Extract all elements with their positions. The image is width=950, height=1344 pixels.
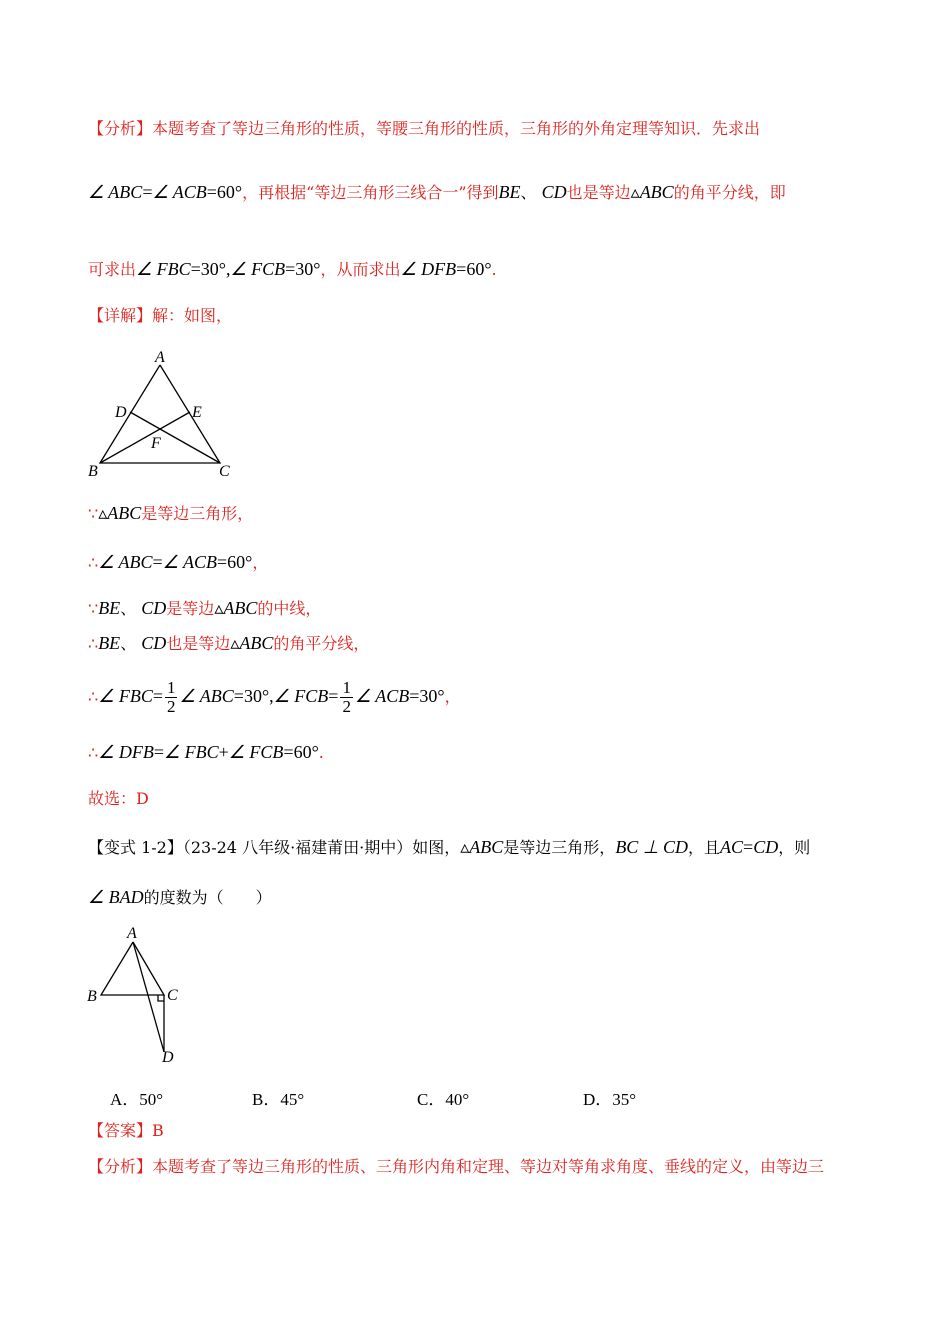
text-segment: 故选：D: [88, 789, 149, 808]
text-segment: 的度数为（ ）: [143, 888, 272, 907]
math-expression: ABC: [223, 598, 258, 618]
option-value: 50°: [139, 1090, 164, 1109]
option-value: 35°: [612, 1090, 637, 1109]
fraction: [165, 679, 178, 716]
text-segment: ，从而求出: [320, 260, 401, 279]
text-line: [88, 679, 461, 716]
text-segment: 、: [520, 183, 542, 202]
math-expression: ∠ FCB: [230, 259, 286, 279]
text-line: [88, 259, 497, 280]
math-expression: AC: [720, 837, 744, 857]
text-segment: .: [491, 260, 497, 279]
text-segment: 是等边三角形，: [503, 838, 616, 857]
text-segment: 【分析】本题考查了等边三角形的性质、三角形内角和定理、等边对等角求角度、垂线的定义，由等边三: [88, 1157, 825, 1176]
option-letter: C．: [417, 1090, 446, 1109]
math-expression: ∠ ACB: [354, 686, 410, 706]
text-segment: =60°: [206, 182, 243, 202]
math-expression: CD: [141, 633, 167, 653]
text-line: [88, 503, 253, 524]
option-c[interactable]: [417, 1085, 469, 1110]
text-segment: 【分析】本题考查了等边三角形的性质，等腰三角形的性质，三角形的外角定理等知识．先求出: [88, 119, 761, 138]
math-expression: ∠ ABC: [88, 182, 143, 202]
math-expression: BC ⊥ CD: [615, 837, 688, 857]
math-expression: ∠ ABC: [179, 686, 234, 706]
text-segment: ，再根据“等边三角形三线合一”得到: [242, 183, 499, 202]
math-expression: ∠ FBC: [136, 259, 191, 279]
math-expression: CD: [753, 837, 779, 857]
text-segment: ▵: [230, 633, 240, 653]
text-segment: 【变式 1-2】（23-24 八年级·福建莆田·期中）如图，: [88, 838, 461, 857]
text-line: [88, 1157, 824, 1177]
text-segment: 是等边三角形，: [141, 504, 254, 523]
option-value: 40°: [445, 1090, 470, 1109]
text-segment: ，: [444, 687, 461, 706]
option-letter: A．: [110, 1090, 140, 1109]
math-expression: BE: [498, 182, 521, 202]
option-letter: D．: [583, 1090, 613, 1109]
option-a[interactable]: [110, 1085, 163, 1110]
text-segment: ，则: [778, 838, 811, 857]
math-expression: BE: [98, 633, 121, 653]
text-segment: 的角平分线，即: [673, 183, 786, 202]
figure-equilateral-triangle: [85, 345, 245, 485]
label-B: B: [87, 988, 97, 1005]
math-expression: ∠ FBC: [98, 686, 153, 706]
text-segment: ，: [252, 553, 269, 572]
text-segment: ▵: [460, 837, 470, 857]
label-C: C: [167, 987, 178, 1004]
math-expression: ABC: [639, 182, 674, 202]
label-F: F: [151, 435, 161, 452]
text-line: [88, 119, 760, 139]
text-segment: 的角平分线，: [273, 634, 370, 653]
text-segment: =60°: [216, 552, 253, 572]
text-segment: 可求出: [88, 260, 137, 279]
text-line: [88, 789, 149, 809]
math-expression: BE: [98, 598, 121, 618]
text-segment: =30°: [285, 259, 321, 279]
text-segment: ∴: [88, 634, 99, 653]
label-D: D: [115, 404, 127, 421]
label-B: B: [88, 463, 98, 480]
math-expression: ∠ FCB: [273, 686, 329, 706]
numerator: 1: [342, 678, 351, 697]
text-segment: =60°: [283, 742, 319, 762]
math-expression: ABC: [107, 503, 142, 523]
text-line: [88, 633, 369, 654]
text-segment: ▵: [630, 182, 640, 202]
text-segment: 是等边: [166, 599, 215, 618]
text-segment: ，且: [688, 838, 721, 857]
text-segment: ∴: [88, 553, 99, 572]
text-line: [88, 598, 321, 619]
text-segment: =: [743, 837, 754, 857]
text-segment: =30°,: [233, 686, 274, 706]
text-line: [88, 306, 232, 326]
text-line: [88, 887, 272, 908]
denominator: 2: [342, 697, 351, 716]
math-expression: ∠ DFB: [98, 742, 154, 762]
text-segment: 也是等边: [166, 634, 231, 653]
text-segment: =: [153, 742, 164, 762]
text-segment: 【答案】B: [88, 1121, 164, 1140]
option-letter: B．: [252, 1090, 281, 1109]
label-D: D: [162, 1049, 174, 1066]
text-segment: 也是等边: [566, 183, 631, 202]
math-expression: ∠ FCB: [228, 742, 284, 762]
math-expression: ∠ ACB: [152, 182, 207, 202]
text-segment: =30°,: [190, 259, 231, 279]
label-E: E: [192, 404, 202, 421]
text-segment: 【详解】解：如图，: [88, 306, 233, 325]
math-expression: ∠ ABC: [98, 552, 153, 572]
math-expression: CD: [541, 182, 567, 202]
text-segment: 的中线，: [257, 599, 322, 618]
option-d[interactable]: [583, 1085, 636, 1110]
option-value: 45°: [280, 1090, 305, 1109]
text-line: [88, 552, 268, 573]
text-segment: =30°: [409, 686, 445, 706]
text-segment: ∵: [88, 599, 99, 618]
text-segment: ▵: [98, 503, 108, 523]
text-segment: 、: [120, 634, 142, 653]
text-segment: ∴: [88, 743, 99, 762]
math-expression: ∠ BAD: [88, 887, 144, 907]
text-segment: 、: [120, 599, 142, 618]
math-expression: ∠ DFB: [400, 259, 457, 279]
text-line: [88, 1121, 164, 1141]
text-line: [88, 182, 786, 203]
math-expression: CD: [141, 598, 167, 618]
fraction: [340, 679, 353, 716]
text-segment: =60°: [456, 259, 492, 279]
text-line: [88, 837, 810, 858]
math-expression: ABC: [469, 837, 504, 857]
text-segment: ▵: [214, 598, 224, 618]
label-C: C: [219, 463, 230, 480]
text-segment: ∵: [88, 504, 99, 523]
text-segment: +: [218, 742, 229, 762]
text-segment: .: [318, 743, 324, 762]
figure-triangle-bcd: [85, 920, 205, 1070]
option-b[interactable]: [252, 1085, 304, 1110]
text-segment: =: [142, 182, 153, 202]
label-A: A: [127, 925, 137, 942]
numerator: 1: [166, 678, 176, 697]
text-line: [88, 742, 324, 763]
text-segment: =: [152, 686, 163, 706]
text-segment: ∴: [88, 687, 99, 706]
math-expression: ∠ ACB: [162, 552, 217, 572]
math-expression: ∠ FBC: [163, 742, 219, 762]
text-segment: =: [328, 686, 339, 706]
denominator: 2: [166, 697, 176, 716]
math-expression: ABC: [239, 633, 274, 653]
label-A: A: [155, 349, 165, 366]
text-segment: =: [152, 552, 163, 572]
